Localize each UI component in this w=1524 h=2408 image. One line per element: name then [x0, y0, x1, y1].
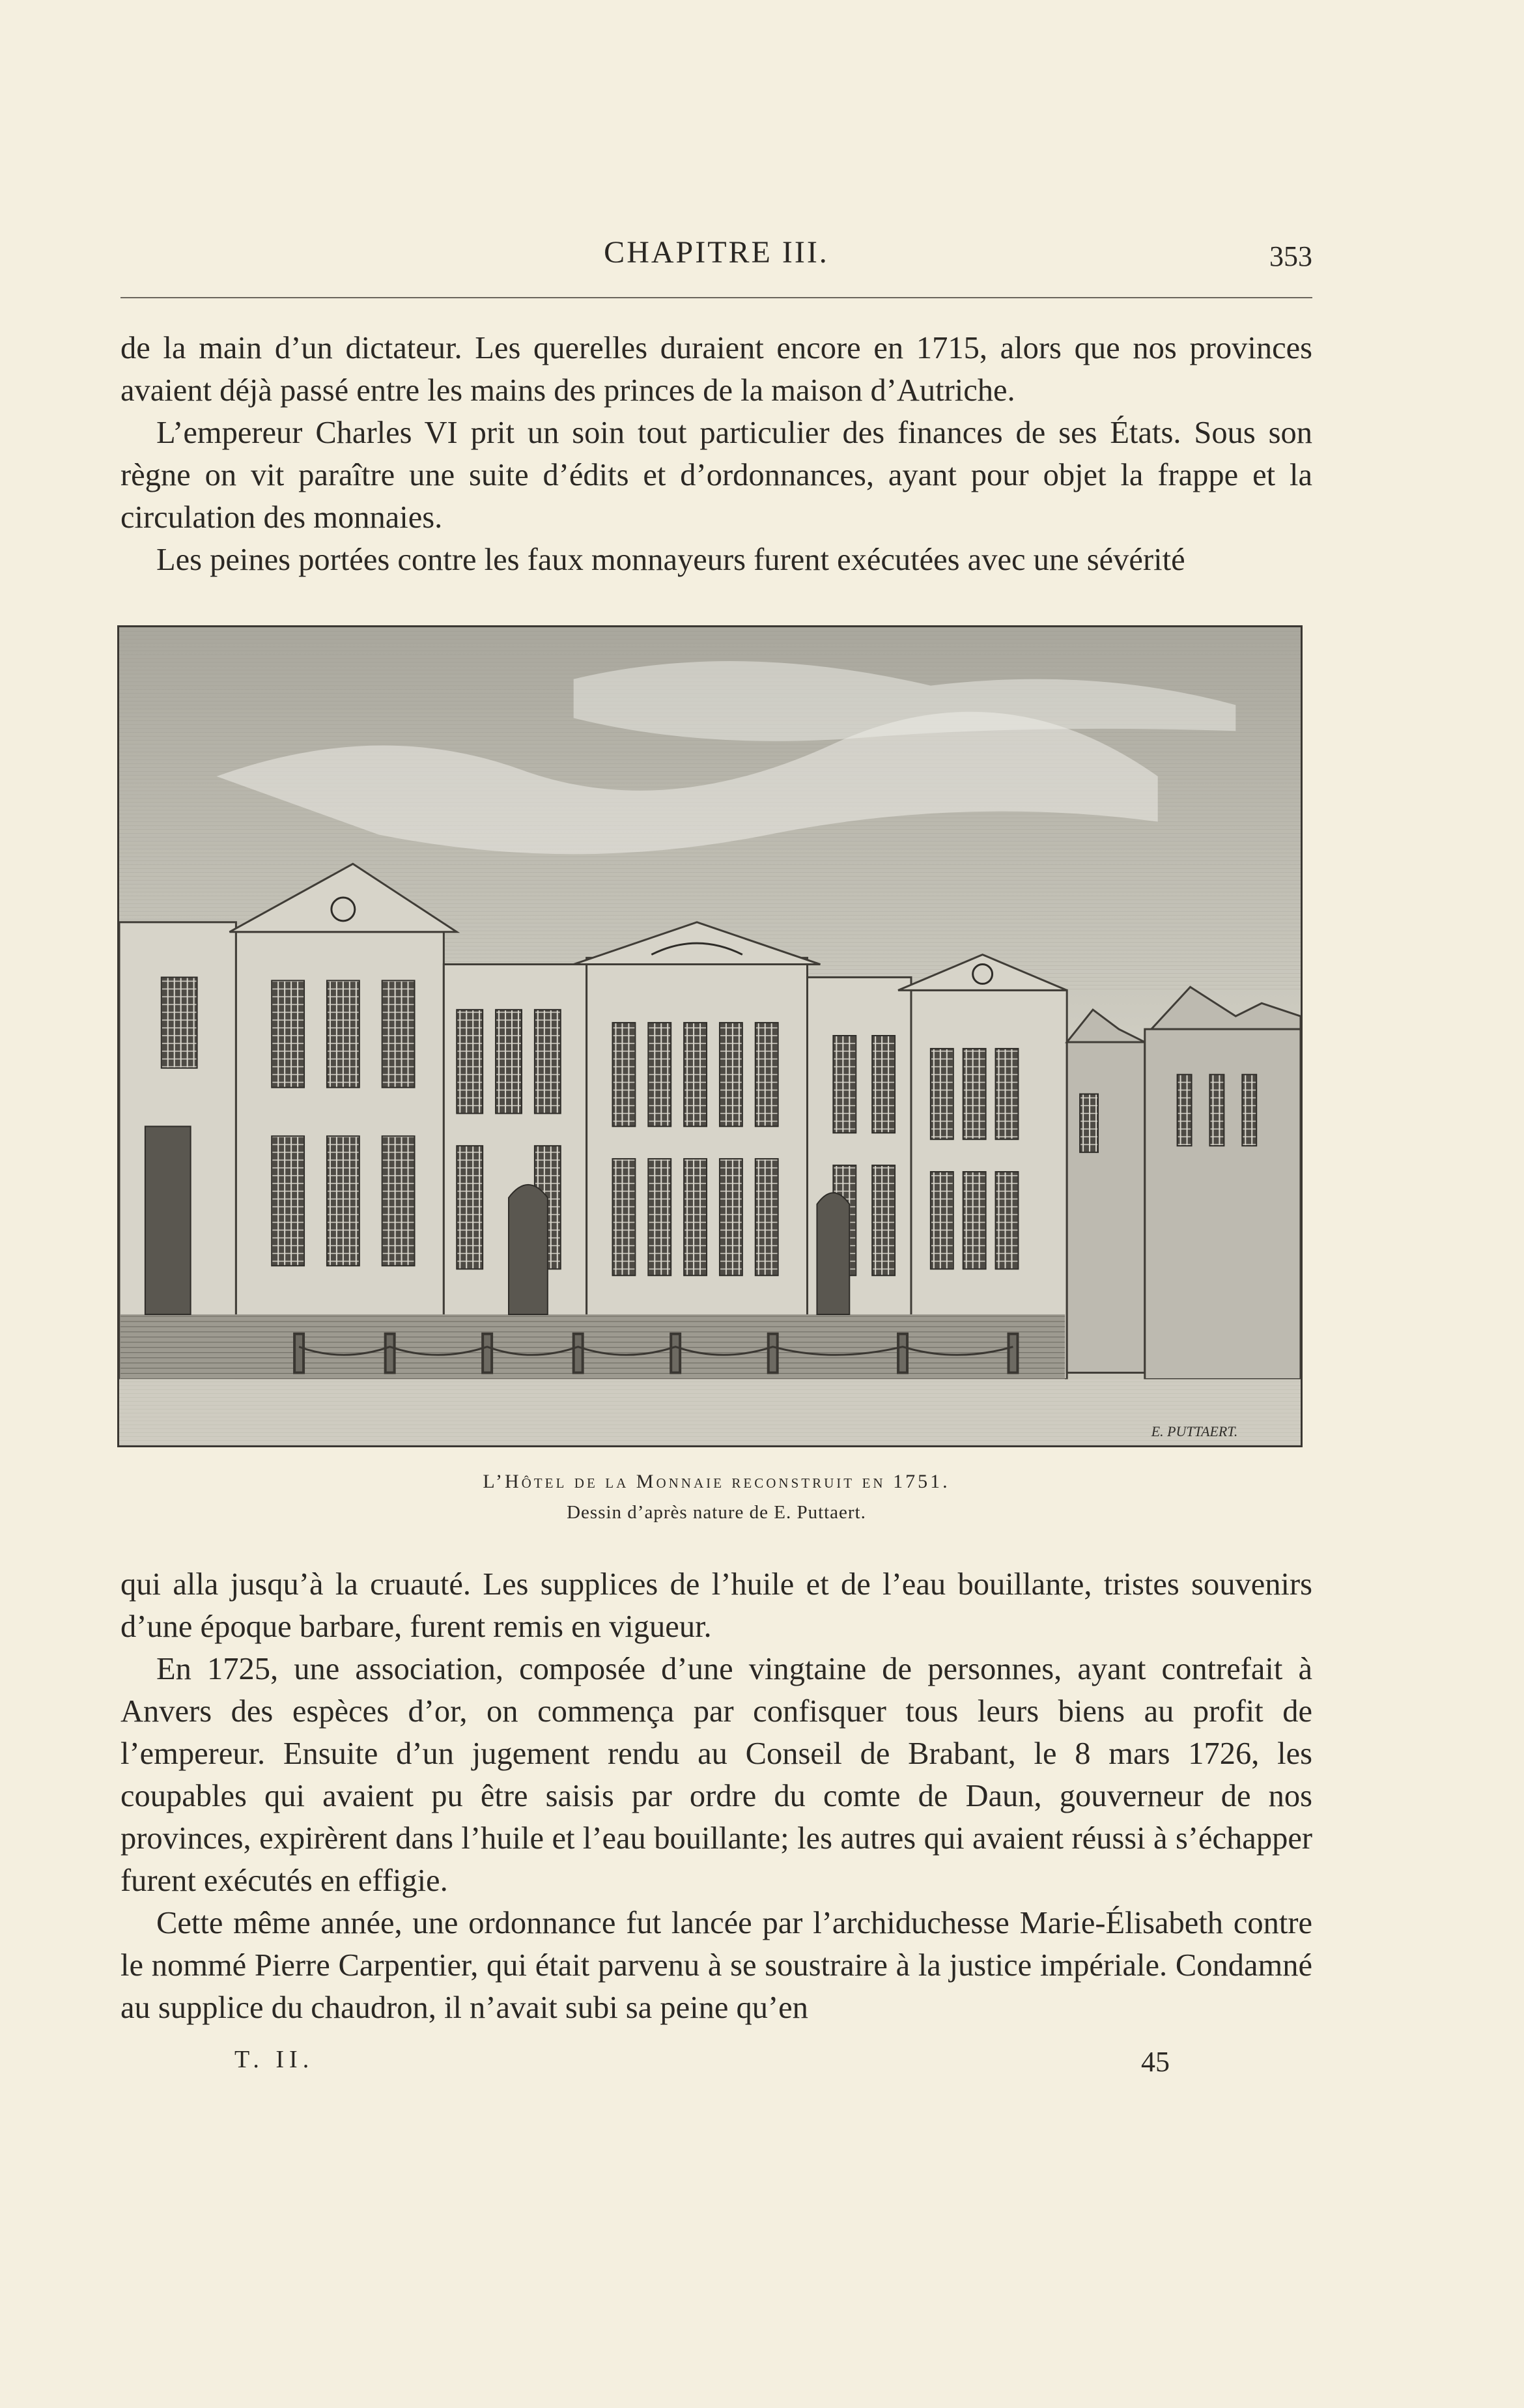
text-block-top	[120, 327, 1312, 581]
engraving-building-icon	[119, 627, 1301, 1445]
header-rule	[120, 297, 1312, 298]
figure-caption: L’Hôtel de la Monnaie reconstruit en 1751.	[483, 1471, 950, 1492]
engraving-illustration	[117, 625, 1303, 1447]
volume-signature: T. II.	[234, 2046, 315, 2073]
sheet-number: 45	[1141, 2046, 1170, 2078]
paragraph: qui alla jusqu’à la cruauté. Les supplices de l’huile et de l’eau bouillante, tristes souvenirs d’une époque barbare, furent remis en vigueur.	[120, 1567, 1312, 1644]
paragraph: En 1725, une association, composée d’une vingtaine de personnes, ayant contrefait à Anvers des espèces d’or, on commença par confisquer tous leurs biens au profit de l’empereur. Ensuite d’un jugement rendu au Conseil de Brabant, le 8 mars 1726, les coupables qui avaient pu être saisis par ordre du comte de Daun, gouverneur de nos provinces, expirèrent dans l’huile et l’eau bouillante; les autres qui avaient réussi à s’échapper furent exécutés en effigie.	[120, 1652, 1312, 1898]
page-number: 353	[1269, 240, 1312, 272]
paragraph: L’empereur Charles VI prit un soin tout particulier des finances de ses États. Sous son règne on vit paraître une suite d’édits et d’ordonnances, ayant pour objet la frappe et la circulation des monnaies.	[120, 416, 1312, 535]
chapter-title: CHAPITRE III.	[604, 235, 829, 270]
figure-credit: Dessin d’après nature de E. Puttaert.	[567, 1502, 866, 1523]
paragraph: de la main d’un dictateur. Les querelles duraient encore en 1715, alors que nos provinces avaient déjà passé entre les mains des princes de la maison d’Autriche.	[120, 331, 1312, 408]
paragraph: Les peines portées contre les faux monnayeurs furent exécutées avec une sévérité	[156, 543, 1185, 577]
text-block-bottom	[120, 1563, 1312, 2029]
running-header	[120, 234, 1312, 280]
paragraph: Cette même année, une ordonnance fut lancée par l’archiduchesse Marie-Élisabeth contre le nommé Pierre Carpentier, qui était parvenu à se soustraire à la justice impériale. Condamné au supplice du chaudron, il n’avait subi sa peine qu’en	[120, 1906, 1312, 2025]
artist-mark: E. PUTTAERT.	[1151, 1423, 1238, 1440]
